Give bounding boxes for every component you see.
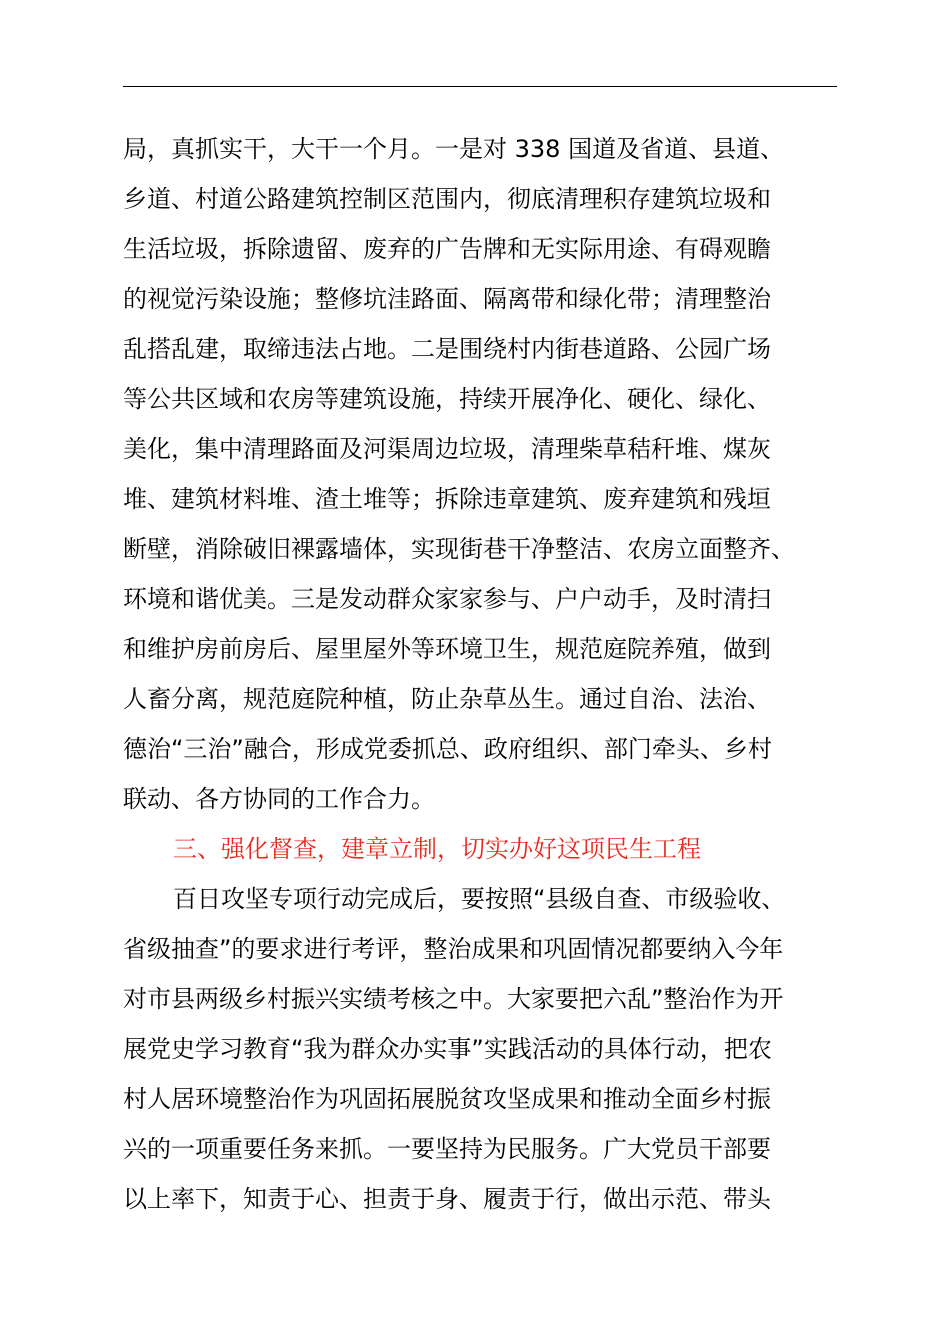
document-body — [123, 124, 837, 1224]
text-line: 人畜分离，规范庭院种植，防止杂草丛生。通过自治、法治、 — [123, 685, 771, 713]
section-heading: 三、强化督查，建章立制，切实办好这项民生工程 — [173, 835, 701, 863]
text-line: 等公共区域和农房等建筑设施，持续开展净化、硬化、绿化、 — [123, 385, 771, 413]
text-line: 以上率下，知责于心、担责于身、履责于行，做出示范、带头 — [123, 1185, 771, 1213]
text-line: 联动、各方协同的工作合力。 — [123, 785, 435, 813]
text-line: 乡道、村道公路建筑控制区范围内，彻底清理积存建筑垃圾和 — [123, 185, 771, 213]
text-line: 乱搭乱建，取缔违法占地。二是围绕村内街巷道路、公园广场 — [123, 335, 771, 363]
text-line: 的视觉污染设施；整修坑洼路面、隔离带和绿化带；清理整治 — [123, 285, 771, 313]
text-line: 展党史学习教育“我为群众办实事”实践活动的具体行动，把农 — [123, 1035, 772, 1063]
text-line: 局，真抓实干，大干一个月。一是对 338 国道及省道、县道、 — [123, 135, 785, 163]
text-line: 省级抽查”的要求进行考评，整治成果和巩固情况都要纳入今年 — [123, 935, 784, 963]
text-line: 堆、建筑材料堆、渣土堆等；拆除违章建筑、废弃建筑和残垣 — [123, 485, 771, 513]
text-line: 百日攻坚专项行动完成后，要按照“县级自查、市级验收、 — [173, 885, 786, 913]
text-line: 生活垃圾，拆除遗留、废弃的广告牌和无实际用途、有碍观瞻 — [123, 235, 771, 263]
text-line: 断壁，消除破旧裸露墙体，实现街巷干净整洁、农房立面整齐、 — [123, 535, 795, 563]
text-line: 德治“三治”融合，形成党委抓总、政府组织、部门牵头、乡村 — [123, 735, 772, 763]
text-line: 环境和谐优美。三是发动群众家家参与、户户动手，及时清扫 — [123, 585, 771, 613]
text-line: 兴的一项重要任务来抓。一要坚持为民服务。广大党员干部要 — [123, 1135, 771, 1163]
text-line: 对市县两级乡村振兴实绩考核之中。大家要把六乱”整治作为开 — [123, 985, 784, 1013]
header-rule — [123, 86, 837, 87]
text-line: 美化，集中清理路面及河渠周边垃圾，清理柴草秸秆堆、煤灰 — [123, 435, 771, 463]
text-line: 村人居环境整治作为巩固拓展脱贫攻坚成果和推动全面乡村振 — [123, 1085, 771, 1113]
text-line: 和维护房前房后、屋里屋外等环境卫生，规范庭院养殖，做到 — [123, 635, 771, 663]
